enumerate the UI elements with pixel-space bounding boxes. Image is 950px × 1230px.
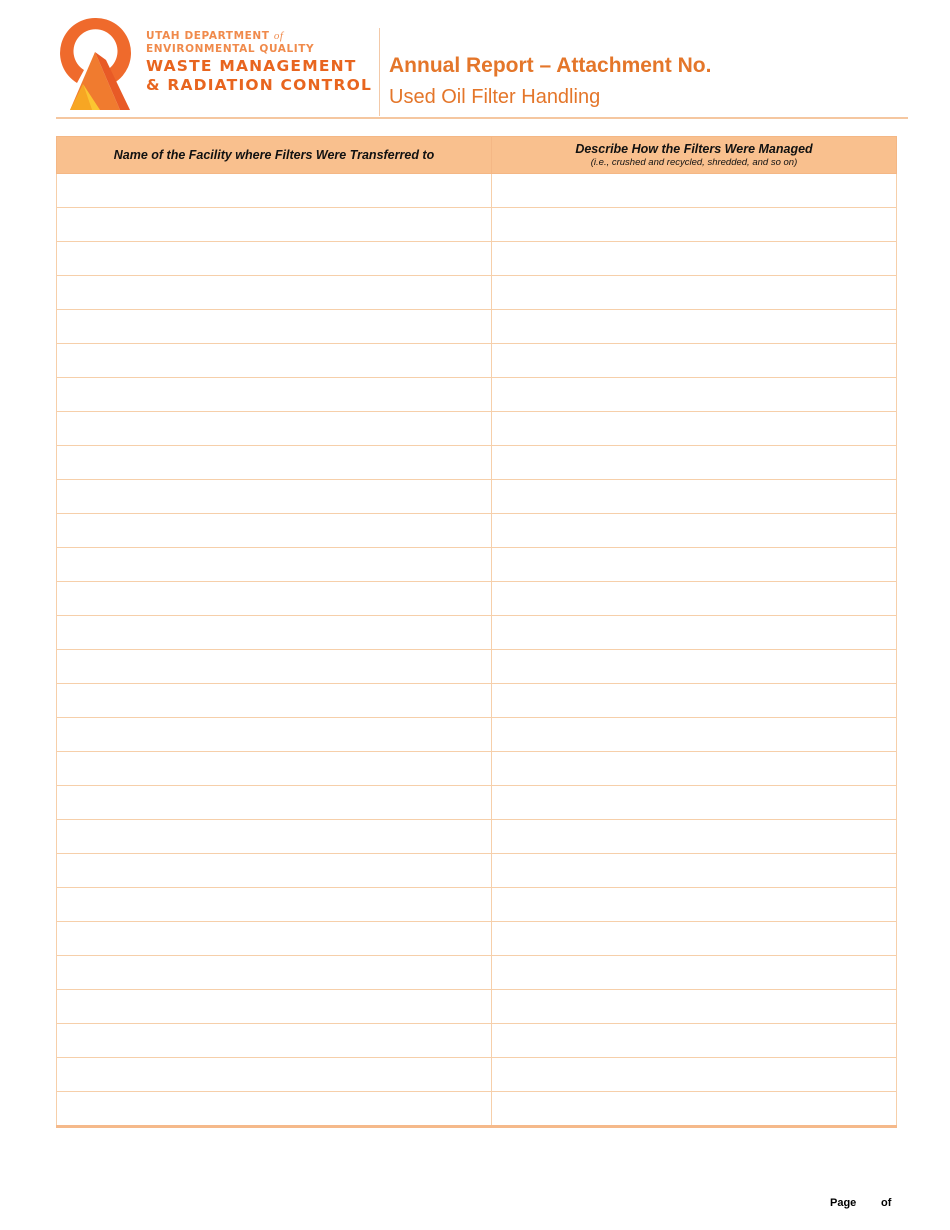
- facility-name-cell[interactable]: [57, 820, 492, 854]
- agency-name: [146, 30, 372, 95]
- table-row: [57, 208, 897, 242]
- management-description-cell[interactable]: [492, 684, 897, 718]
- facility-name-cell[interactable]: [57, 718, 492, 752]
- page-subtitle: Used Oil Filter Handling: [389, 86, 601, 108]
- management-description-cell[interactable]: [492, 956, 897, 990]
- table-row: [57, 956, 897, 990]
- table-row: [57, 990, 897, 1024]
- management-description-cell[interactable]: [492, 650, 897, 684]
- page-of-label: of: [881, 1197, 892, 1209]
- agency-line-4: & RADIATION CONTROL: [146, 76, 373, 94]
- table-row: [57, 786, 897, 820]
- management-description-cell[interactable]: [492, 786, 897, 820]
- management-description-cell[interactable]: [492, 446, 897, 480]
- facility-name-cell[interactable]: [57, 344, 492, 378]
- facility-name-cell[interactable]: [57, 922, 492, 956]
- table-row: [57, 412, 897, 446]
- facility-name-cell[interactable]: [57, 1092, 492, 1127]
- management-description-cell[interactable]: [492, 718, 897, 752]
- management-description-cell[interactable]: [492, 922, 897, 956]
- facility-name-cell[interactable]: [57, 310, 492, 344]
- management-description-cell[interactable]: [492, 310, 897, 344]
- facility-name-cell[interactable]: [57, 242, 492, 276]
- table-row: [57, 854, 897, 888]
- facility-name-cell[interactable]: [57, 514, 492, 548]
- column-header-facility: [57, 137, 492, 174]
- table-row: [57, 582, 897, 616]
- management-description-cell[interactable]: [492, 378, 897, 412]
- facility-name-cell[interactable]: [57, 548, 492, 582]
- page-label: Page: [830, 1197, 857, 1209]
- facility-name-cell[interactable]: [57, 888, 492, 922]
- table-row: [57, 1058, 897, 1092]
- wmrc-logo-icon: [56, 14, 134, 110]
- management-description-cell[interactable]: [492, 1024, 897, 1058]
- column-header-facility-label: Name of the Facility where Filters Were Transferred to: [113, 148, 435, 162]
- page-title: Annual Report – Attachment No.: [389, 54, 712, 77]
- table-row: [57, 480, 897, 514]
- agency-line-1-of: of: [273, 30, 284, 42]
- management-description-cell[interactable]: [492, 616, 897, 650]
- management-description-cell[interactable]: [492, 412, 897, 446]
- column-header-management-note: (i.e., crushed and recycled, shredded, and so on): [590, 157, 798, 168]
- agency-line-2: ENVIRONMENTAL QUALITY: [146, 43, 315, 55]
- table-row: [57, 752, 897, 786]
- management-description-cell[interactable]: [492, 888, 897, 922]
- table-row: [57, 378, 897, 412]
- management-description-cell[interactable]: [492, 854, 897, 888]
- management-description-cell[interactable]: [492, 820, 897, 854]
- table-row: [57, 514, 897, 548]
- management-description-cell[interactable]: [492, 990, 897, 1024]
- table-row: [57, 276, 897, 310]
- header-divider: [379, 28, 380, 116]
- table-row: [57, 548, 897, 582]
- management-description-cell[interactable]: [492, 208, 897, 242]
- facility-name-cell[interactable]: [57, 480, 492, 514]
- table-header-row: [57, 137, 897, 174]
- management-description-cell[interactable]: [492, 582, 897, 616]
- table-row: [57, 650, 897, 684]
- facility-name-cell[interactable]: [57, 582, 492, 616]
- management-description-cell[interactable]: [492, 242, 897, 276]
- management-description-cell[interactable]: [492, 752, 897, 786]
- table-row: [57, 684, 897, 718]
- facility-name-cell[interactable]: [57, 990, 492, 1024]
- management-description-cell[interactable]: [492, 1092, 897, 1127]
- table-row: [57, 888, 897, 922]
- table-row: [57, 1092, 897, 1127]
- table-row: [57, 718, 897, 752]
- facility-name-cell[interactable]: [57, 1024, 492, 1058]
- facility-name-cell[interactable]: [57, 650, 492, 684]
- facility-name-cell[interactable]: [57, 412, 492, 446]
- facility-name-cell[interactable]: [57, 1058, 492, 1092]
- table-row: [57, 446, 897, 480]
- management-description-cell[interactable]: [492, 548, 897, 582]
- table-row: [57, 242, 897, 276]
- facility-name-cell[interactable]: [57, 684, 492, 718]
- facility-name-cell[interactable]: [57, 854, 492, 888]
- table-row: [57, 344, 897, 378]
- management-description-cell[interactable]: [492, 344, 897, 378]
- management-description-cell[interactable]: [492, 514, 897, 548]
- management-description-cell[interactable]: [492, 480, 897, 514]
- management-description-cell[interactable]: [492, 276, 897, 310]
- facility-name-cell[interactable]: [57, 276, 492, 310]
- filter-handling-table: [56, 136, 897, 1128]
- facility-name-cell[interactable]: [57, 174, 492, 208]
- header-rule: [56, 117, 908, 119]
- facility-name-cell[interactable]: [57, 616, 492, 650]
- table-row: [57, 616, 897, 650]
- agency-line-3: WASTE MANAGEMENT: [146, 57, 357, 75]
- agency-line-1: UTAH DEPARTMENT: [146, 30, 270, 42]
- table-row: [57, 174, 897, 208]
- facility-name-cell[interactable]: [57, 446, 492, 480]
- facility-name-cell[interactable]: [57, 956, 492, 990]
- table-row: [57, 1024, 897, 1058]
- management-description-cell[interactable]: [492, 1058, 897, 1092]
- table-row: [57, 922, 897, 956]
- column-header-management: [492, 137, 897, 174]
- facility-name-cell[interactable]: [57, 378, 492, 412]
- facility-name-cell[interactable]: [57, 786, 492, 820]
- table-row: [57, 310, 897, 344]
- management-description-cell[interactable]: [492, 174, 897, 208]
- facility-name-cell[interactable]: [57, 208, 492, 242]
- column-header-management-label: Describe How the Filters Were Managed: [575, 142, 813, 156]
- table-row: [57, 820, 897, 854]
- facility-name-cell[interactable]: [57, 752, 492, 786]
